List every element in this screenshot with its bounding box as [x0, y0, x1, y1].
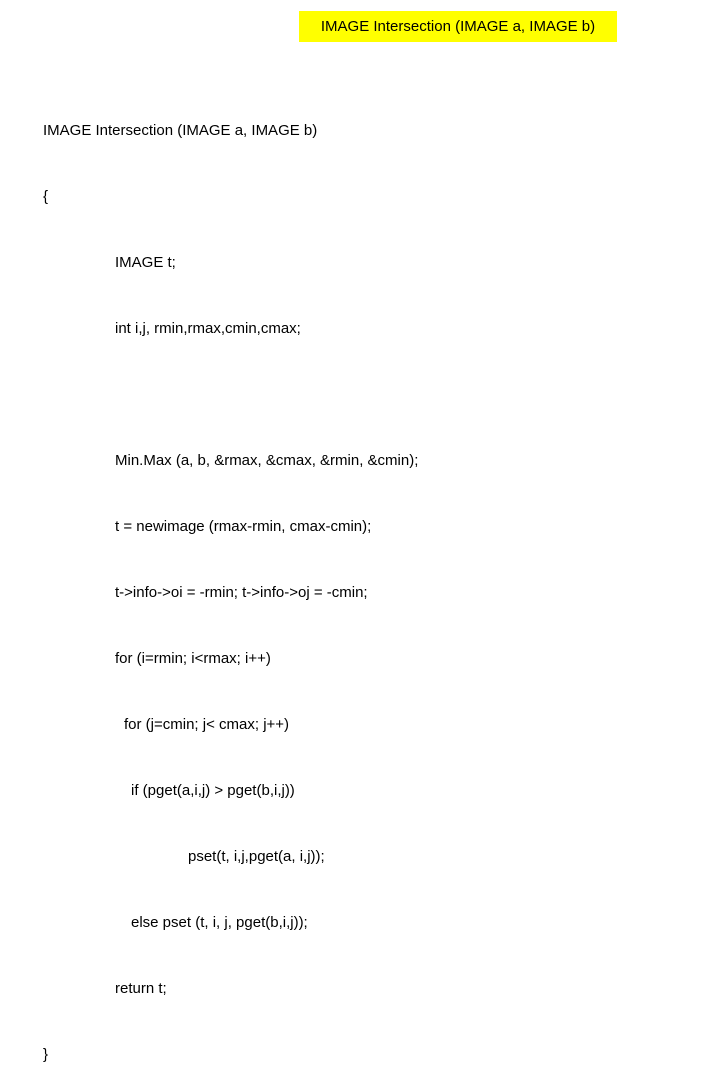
code-line-newimage: t = newimage (rmax-rmin, cmax-cmin); — [115, 518, 372, 535]
code-line-else: else pset (t, i, j, pget(b,i,j)); — [131, 914, 308, 931]
code-line-pset-a: pset(t, i,j,pget(a, i,j)); — [188, 848, 325, 865]
code-line-if: if (pget(a,i,j) > pget(b,i,j)) — [131, 782, 295, 799]
code-line-signature: IMAGE Intersection (IMAGE a, IMAGE b) — [43, 122, 318, 139]
code-line-open-brace: { — [43, 188, 49, 205]
code-line-decl-image: IMAGE t; — [115, 254, 176, 271]
code-line-for-j: for (j=cmin; j< cmax; j++) — [124, 716, 290, 733]
code-line-minmax: Min.Max (a, b, &rmax, &cmax, &rmin, &cmin); — [115, 452, 419, 469]
slide-title: IMAGE Intersection (IMAGE a, IMAGE b) — [299, 11, 617, 42]
code-line-close-brace: } — [43, 1046, 49, 1063]
code-line-for-i: for (i=rmin; i<rmax; i++) — [115, 650, 271, 667]
code-block — [43, 76, 418, 1080]
code-blank-line — [43, 384, 418, 406]
code-line-decl-ints: int i,j, rmin,rmax,cmin,cmax; — [115, 320, 301, 337]
code-line-info: t->info->oi = -rmin; t->info->oj = -cmin; — [115, 584, 368, 601]
code-line-return: return t; — [115, 980, 167, 997]
